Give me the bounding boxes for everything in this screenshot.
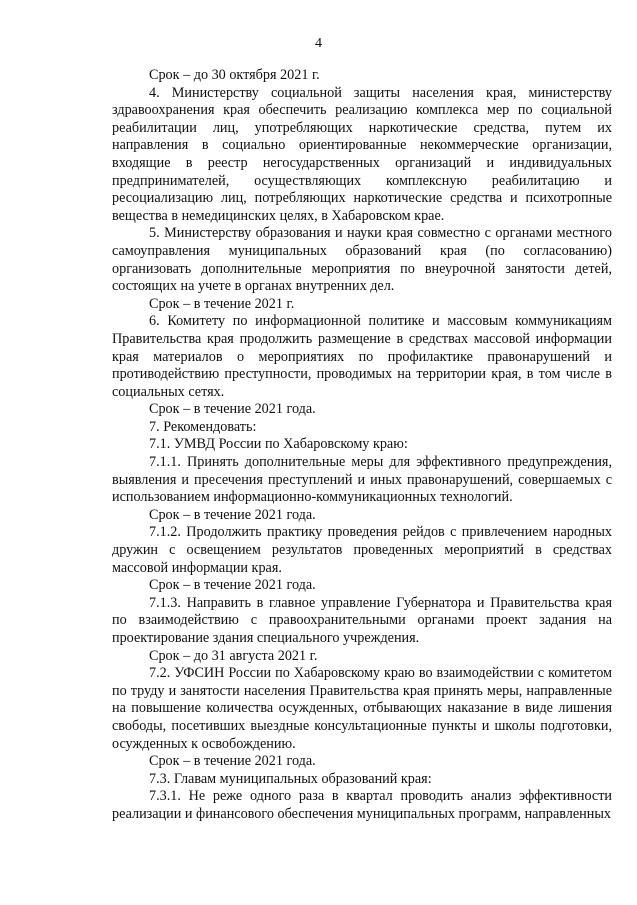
item-7-1-1-paragraph: 7.1.1. Принять дополнительные меры для эффективного предупреждения, выявления и пресечения преступлений и иных правонарушений, совершаемых с использованием информационно-коммуникационных технологий. (112, 454, 612, 506)
item-7-1-3-paragraph: 7.1.3. Направить в главное управление Губернатора и Правительства края по взаимодействию с правоохранительными органами проект задания на проектирование здания специального учреждения. (112, 594, 612, 646)
deadline-paragraph: Срок – в течение 2021 года. (149, 577, 316, 594)
item-5-paragraph: 5. Министерству образования и науки края совместно с органами местного самоуправления муниципальных образований края (по согласованию) организовать дополнительные мероприятия по внеурочной занятости детей, состоящих на учете в органах внутренних дел. (112, 225, 612, 295)
item-6-paragraph: 6. Комитету по информационной политике и массовым коммуникациям Правительства края продолжить размещение в средствах массовой информации края материалов о мероприятиях по профилактике правонарушений и противодействию преступности, проводимых на территории края, в том числе в социальных сетях. (112, 313, 612, 400)
item-7-3-heading: 7.3. Главам муниципальных образований края: (149, 770, 432, 787)
deadline-paragraph: Срок – в течение 2021 года. (149, 401, 316, 418)
item-7-heading: 7. Рекомендовать: (149, 418, 257, 435)
item-7-2-paragraph: 7.2. УФСИН России по Хабаровскому краю во взаимодействии с комитетом по труду и занятости населения Правительства края принять меры, направленные на повышение количества осужденных, отбывающих наказание в виде лишения свободы, посетивших выездные консультационные пункты и школы подготовки, осужденных к освобождению. (112, 665, 612, 752)
deadline-paragraph: Срок – в течение 2021 года. (149, 506, 316, 523)
deadline-paragraph: Срок – в течение 2021 года. (149, 753, 316, 770)
deadline-paragraph: Срок – до 31 августа 2021 г. (149, 647, 318, 664)
deadline-paragraph: Срок – в течение 2021 г. (149, 295, 295, 312)
deadline-paragraph: Срок – до 30 октября 2021 г. (149, 67, 320, 83)
page-number: 4 (315, 36, 322, 51)
item-4-paragraph: 4. Министерству социальной защиты населения края, министерству здравоохранения края обеспечить реализацию комплекса мер по социальной реабилитации лиц, употребляющих наркотические средства, путем их направления в социально ориентированные некоммерческие организации, входящие в реестр негосударственных организаций и индивидуальных предпринимателей, осуществляющих комплексную реабилитацию и ресоциализацию лиц, потребляющих наркотические средства и психотропные вещества в немедицинских целях, в Хабаровском крае. (112, 84, 612, 224)
item-7-1-2-paragraph: 7.1.2. Продолжить практику проведения рейдов с привлечением народных дружин с освещением результатов проведенных мероприятий в средствах массовой информации края. (112, 524, 612, 576)
item-7-3-1-paragraph: 7.3.1. Не реже одного раза в квартал проводить анализ эффективности реализации и финансового обеспечения муниципальных программ, направленных (112, 788, 612, 822)
item-7-1-heading: 7.1. УМВД России по Хабаровскому краю: (149, 436, 408, 453)
document-body (112, 67, 612, 824)
